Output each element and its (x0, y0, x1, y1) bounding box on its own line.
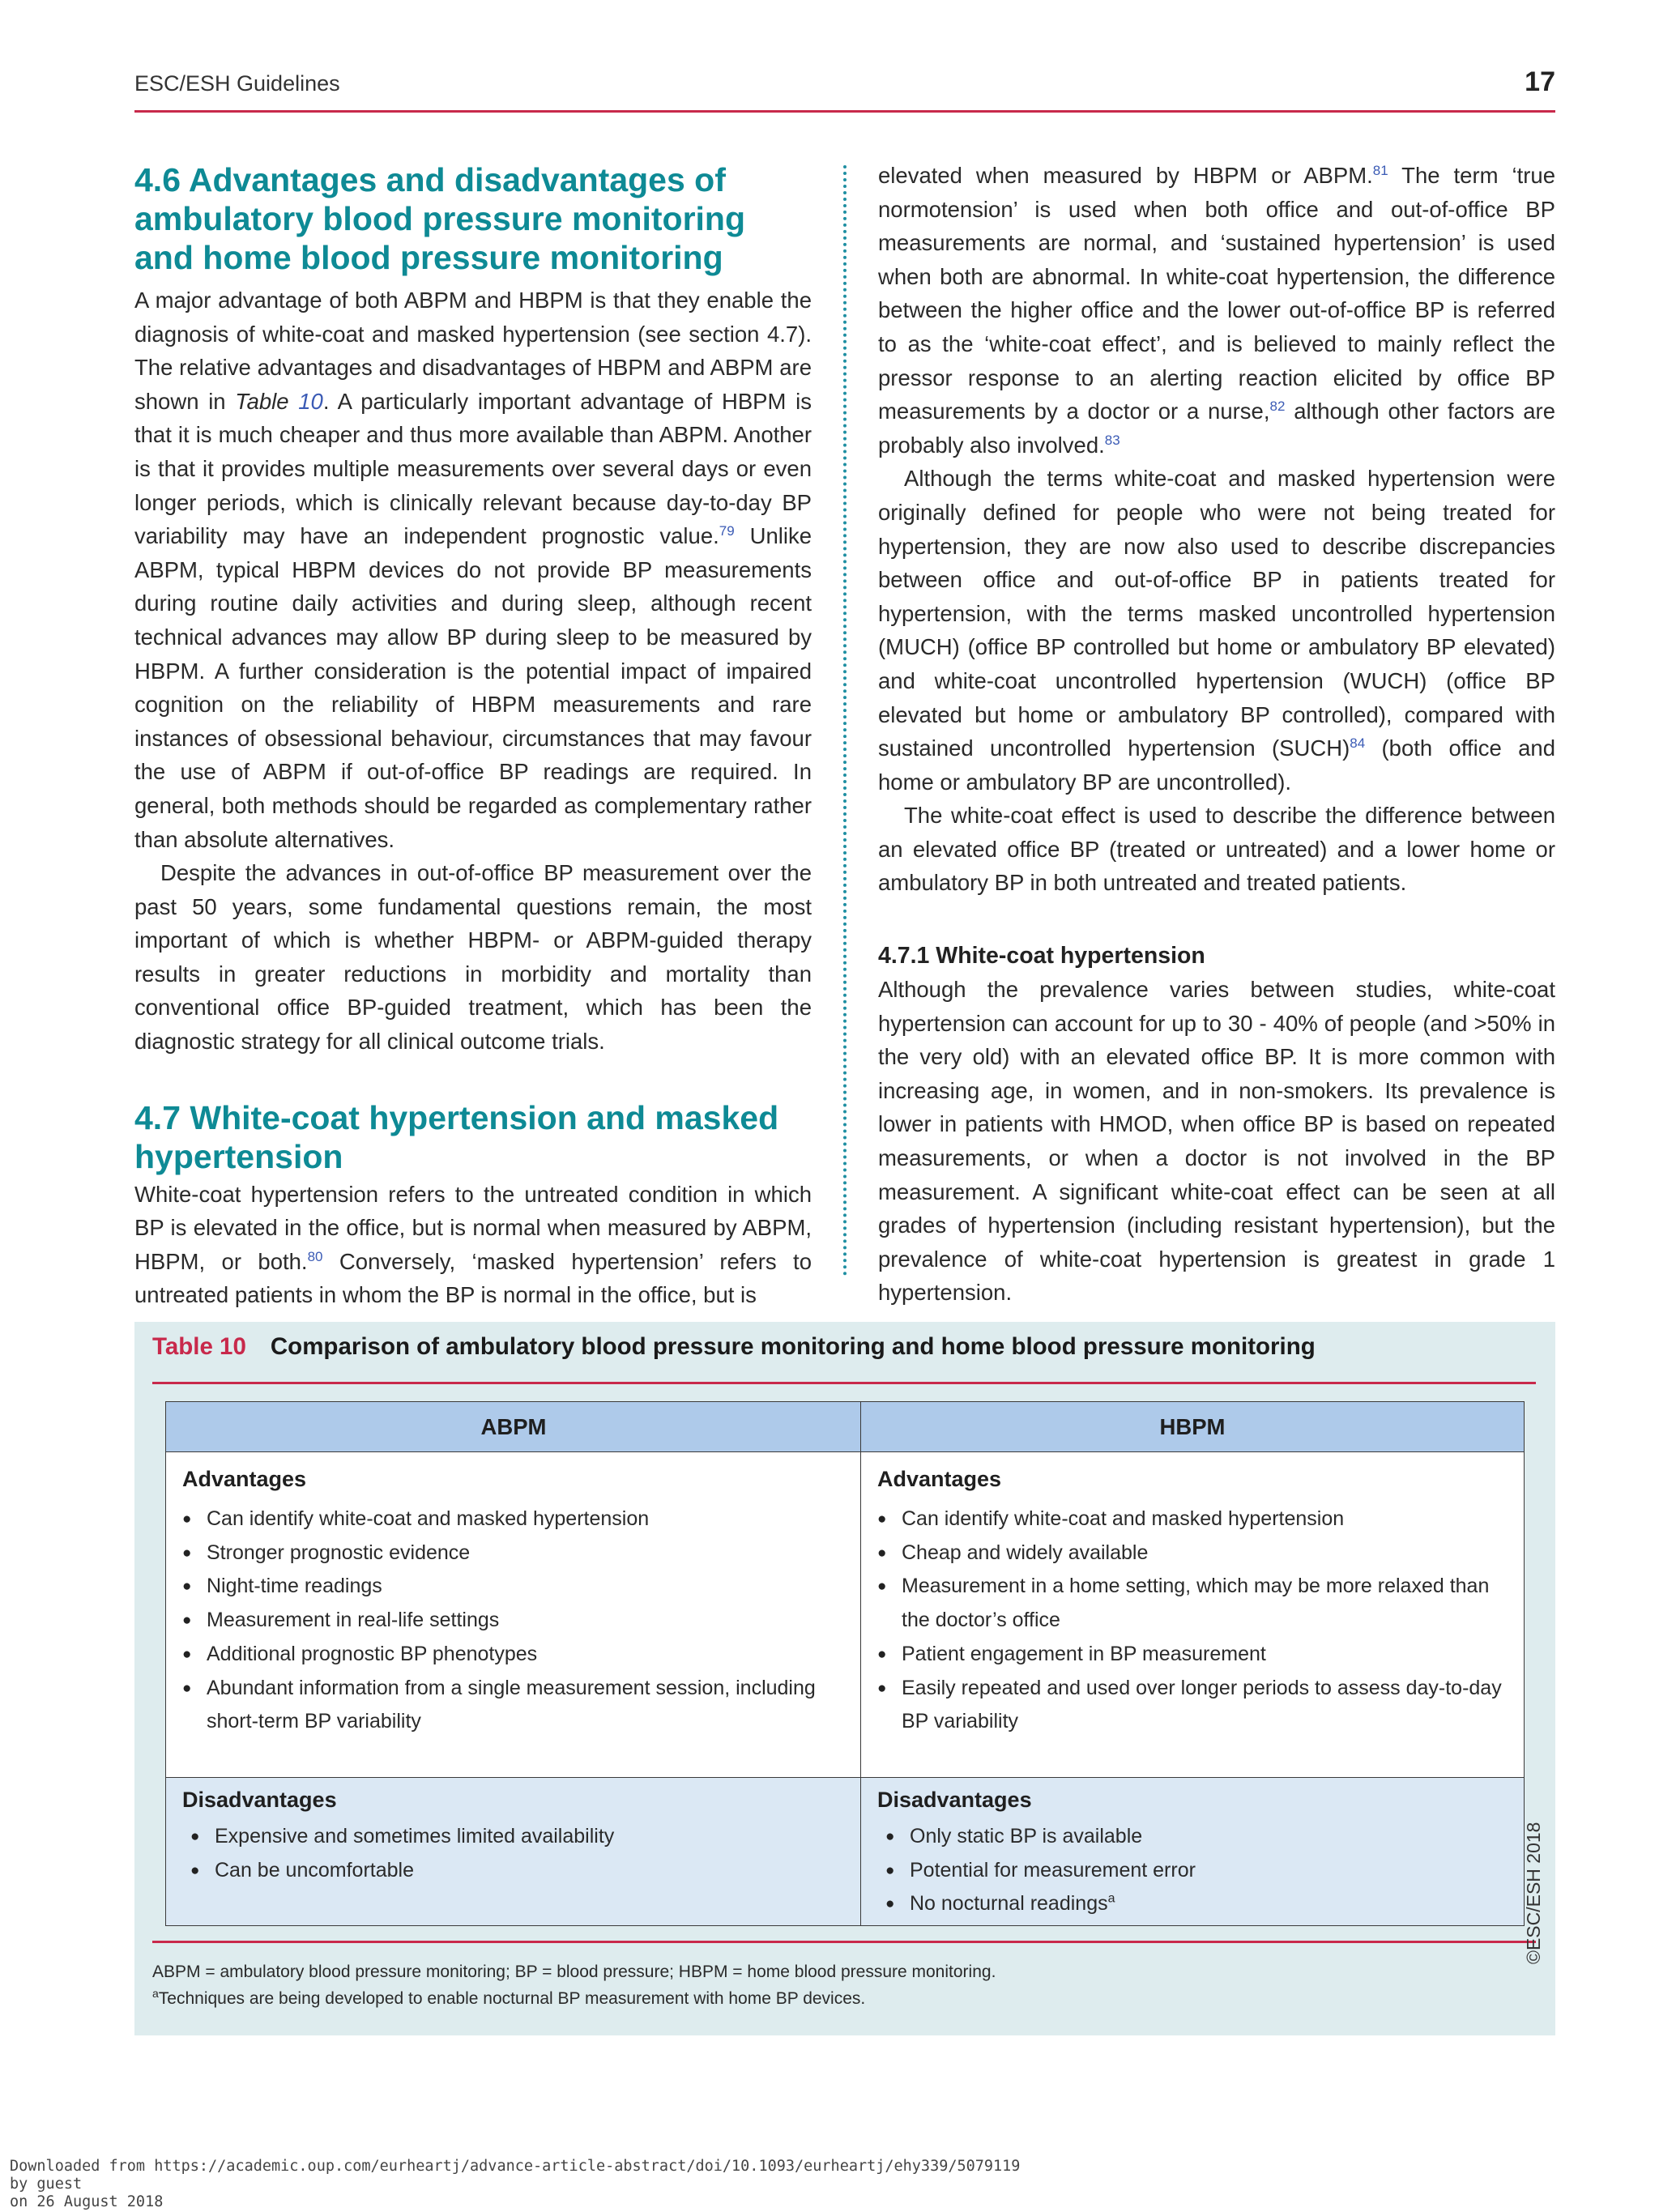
running-head (134, 66, 1555, 113)
section-4-6-heading: 4.6 Advantages and disadvantages of ambulatory blood pressure monitoring and home blood pressure monitoring (134, 161, 746, 276)
list-item: ● Cheap and widely available (877, 1536, 1516, 1571)
disadvantages-label: Disadvantages (877, 1788, 1032, 1812)
reference-81-link[interactable]: 81 (1372, 162, 1388, 178)
header-abpm: ABPM (165, 1401, 862, 1453)
section-4-7-1-paragraph-1: Although the prevalence varies between studies, white-coat hypertension can account for up to 30 - 40% of people (and >50% in the very old) with an elevated office BP. It is more common with increasing age, in women, and in non-smokers. Its prevalence is lower in patients with HMOD, when office BP is based on repeated measurements, or when a doctor is not involved in the BP measurement. A significant white-coat effect can be seen at all grades of hypertension (including resistant hypertension), but the prevalence of white-coat hypertension is greatest in grade 1 hypertension. (878, 977, 1555, 1306)
list-item: ● Only static BP is available (885, 1820, 1509, 1854)
right-paragraph-1 (878, 159, 1555, 462)
list-item: ● Additional prognostic BP phenotypes (182, 1638, 847, 1672)
text-run: White-coat hypertension refers to the untreated condition in which BP is elevated in the office, but is normal when measured by ABPM, HBPM, or both. (134, 1181, 812, 1274)
hbpm-advantages-list (877, 1502, 1516, 1739)
right-paragraph-2 (878, 462, 1555, 799)
footnote-a-text: Techniques are being developed to enable nocturnal BP measurement with home BP devices. (158, 1989, 866, 2008)
table-caption (152, 1333, 1316, 1361)
list-item: ● Can identify white-coat and masked hypertension (182, 1502, 847, 1536)
reference-84-link[interactable]: 84 (1350, 735, 1366, 751)
text-run: (both office and home or ambulatory BP are uncontrolled). (878, 735, 1555, 795)
table-footnotes (152, 1958, 996, 2012)
section-4-7-1-heading: 4.7.1 White-coat hypertension (878, 943, 1205, 970)
footnote-mark: a (1107, 1892, 1115, 1907)
header-hbpm: HBPM (860, 1401, 1525, 1453)
abpm-advantages-cell (165, 1451, 862, 1779)
disadvantages-label: Disadvantages (182, 1788, 337, 1812)
page-number: 17 (1525, 66, 1555, 97)
list-item: ● Can identify white-coat and masked hypertension (877, 1502, 1516, 1536)
download-line-3: on 26 August 2018 (10, 2193, 164, 2210)
list-item: ● Potential for measurement error (885, 1854, 1509, 1888)
footnote-a (152, 1985, 996, 2012)
table-number: Table 10 (152, 1333, 246, 1360)
advantages-label: Advantages (182, 1467, 307, 1491)
advantages-label: Advantages (877, 1467, 1002, 1491)
text-run: Although the terms white-coat and masked hypertension were originally defined for people who were not being treated for hypertension, they are now also used to describe discrepancies between office and out-of-office BP in patients treated for hypertension, with the terms masked uncontrolled hypertension (MUCH) (office BP controlled but home or ambulatory BP elevated) and white-coat uncontrolled hypertension (WUCH) (office BP elevated but home or ambulatory BP controlled), compared with sustained uncontrolled hypertension (SUCH) (878, 466, 1555, 761)
column-divider (843, 165, 847, 1276)
right-column (878, 159, 1555, 1310)
reference-82-link[interactable]: 82 (1269, 399, 1286, 414)
list-item: ● Measurement in real-life settings (182, 1604, 847, 1638)
hbpm-disadvantages-list (885, 1820, 1509, 1921)
footnote-abbreviations: ABPM = ambulatory blood pressure monitoring; BP = blood pressure; HBPM = home blood pressure monitoring. (152, 1963, 996, 1981)
left-column (134, 159, 812, 1312)
hbpm-advantages-cell (860, 1451, 1525, 1779)
section-4-6-paragraph-1 (134, 283, 812, 856)
abpm-disadvantages-list (190, 1820, 847, 1887)
text-run: Unlike ABPM, typical HBPM devices do not provide BP measurements during routine daily activities and during sleep, although recent technical advances may allow BP during sleep to be measured by HBPM. A further consideration is the potential impact of impaired cognition on the reliability of HBPM measurements and rare instances of obsessional behaviour, circumstances that may favour the use of ABPM if out-of-office BP readings are required. In general, both methods should be regarded as complementary rather than absolute alternatives. (134, 523, 812, 852)
table-bottom-rule (152, 1941, 1536, 1943)
list-item: ● Night-time readings (182, 1570, 847, 1604)
text-run: The term ‘true normotension’ is used when both office and out-of-office BP measurements are normal, and ‘sustained hypertension’ is used when both are abnormal. In white-coat hypertension, the difference between the higher office and the lower out-of-office BP is referred to as the ‘white-coat effect’, and is believed to mainly reflect the pressor response to an alerting reaction elicited by office BP measurements by a doctor or a nurse, (878, 163, 1555, 424)
journal-name: ESC/ESH Guidelines (134, 71, 340, 96)
list-item: ● Stronger prognostic evidence (182, 1536, 847, 1571)
table-top-rule (152, 1382, 1536, 1384)
table-10-link[interactable]: 10 (298, 388, 323, 414)
reference-83-link[interactable]: 83 (1104, 432, 1120, 448)
section-4-7-paragraph-1 (134, 1178, 812, 1312)
hbpm-disadvantages-cell (860, 1777, 1525, 1926)
text-run: A major advantage of both ABPM and HBPM is that they enable the diagnosis of white-coat and masked hypertension (see section 4.7). The relative advantages and disadvantages of HBPM and ABPM are shown in (134, 288, 812, 414)
table-word: Table (235, 388, 299, 414)
abpm-advantages-list (182, 1502, 847, 1739)
list-item: ● Patient engagement in BP measurement (877, 1638, 1516, 1672)
list-item: ● Measurement in a home setting, which may be more relaxed than the doctor’s office (877, 1570, 1516, 1637)
comparison-grid (165, 1401, 1525, 1926)
download-line-1: Downloaded from https://academic.oup.com/eurheartj/advance-article-abstract/doi/10.1093/eurheartj/ehy339/5079119 (10, 2158, 1021, 2175)
list-item: ● Abundant information from a single measurement session, including short-term BP variability (182, 1672, 847, 1739)
text-run: although other factors are probably also involved. (878, 399, 1556, 458)
right-paragraph-3: The white-coat effect is used to describe the difference between an elevated office BP (treated or untreated) and a lower home or ambulatory BP in both untreated and treated patients. (878, 803, 1555, 896)
table-10 (134, 1322, 1555, 2035)
list-item: ● Can be uncomfortable (190, 1854, 847, 1888)
reference-80-link[interactable]: 80 (307, 1248, 323, 1264)
download-line-2: by guest (10, 2176, 83, 2193)
section-4-6-paragraph-2: Despite the advances in out-of-office BP measurement over the past 50 years, some fundamental questions remain, the most important of which is whether HBPM- or ABPM-guided therapy results in greater reductions in morbidity and mortality than conventional office BP-guided treatment, which has been the diagnostic strategy for all clinical outcome trials. (134, 860, 812, 1055)
footnote-mark: a (152, 1987, 159, 2000)
text-run: elevated when measured by HBPM or ABPM. (878, 163, 1373, 188)
download-notice (10, 2158, 1020, 2211)
text-run: Conversely, ‘masked hypertension’ refers to untreated patients in whom the BP is normal in the office, but is (134, 1248, 812, 1308)
section-4-7-heading: 4.7 White-coat hypertension and masked hypertension (134, 1098, 779, 1175)
list-item: ● Expensive and sometimes limited availability (190, 1820, 847, 1854)
reference-79-link[interactable]: 79 (719, 523, 735, 539)
text-run: . A particularly important advantage of HBPM is that it is much cheaper and thus more available than ABPM. Another is that it provides multiple measurements over several days or even longer periods, which is clinically relevant because day-to-day BP variability may have an independent prognostic value. (134, 388, 812, 549)
list-item: ● Easily repeated and used over longer periods to assess day-to-day BP variability (877, 1672, 1516, 1739)
abpm-disadvantages-cell (165, 1777, 862, 1926)
list-item: ● No nocturnal readings$^a$ (885, 1887, 1509, 1921)
table-title: Comparison of ambulatory blood pressure monitoring and home blood pressure monitoring (270, 1333, 1316, 1360)
copyright-notice: ©ESC/ESH 2018 (1523, 1822, 1544, 1964)
